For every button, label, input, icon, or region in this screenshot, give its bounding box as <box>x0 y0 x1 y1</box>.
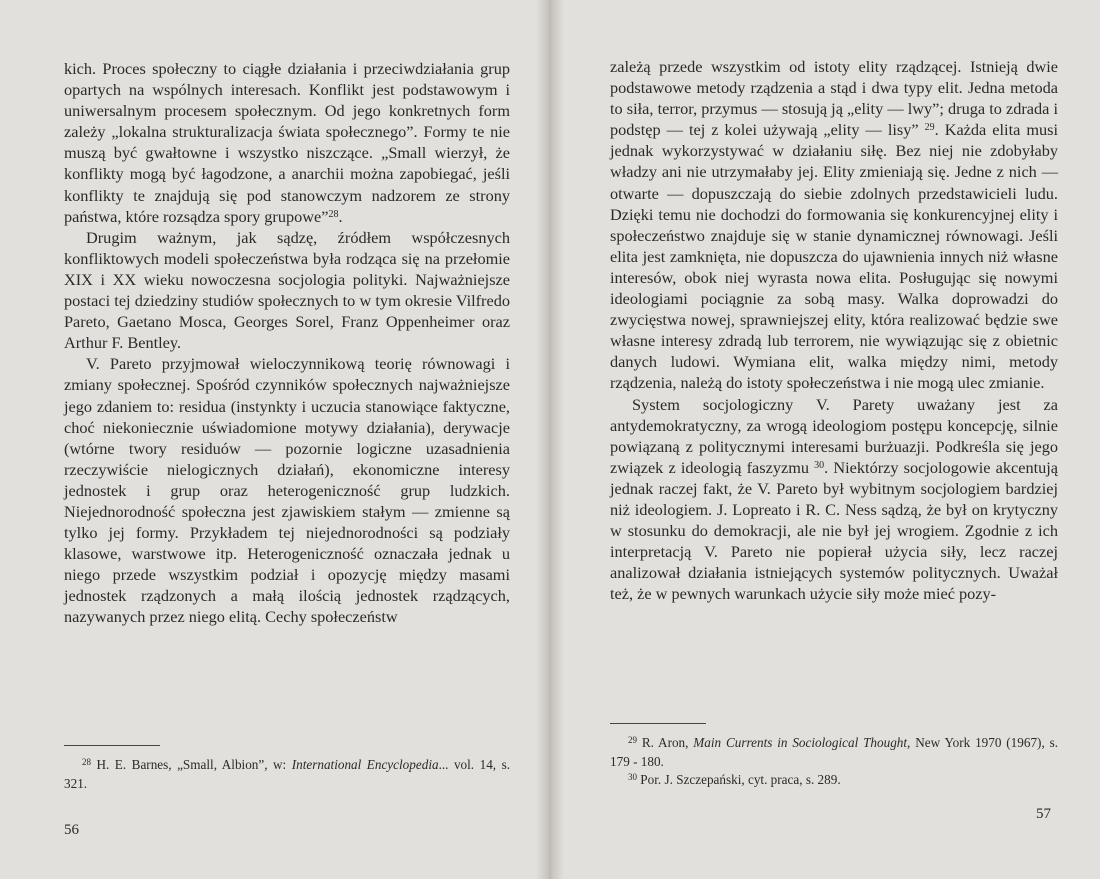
left-page <box>0 0 548 879</box>
paragraph-text: . Każda elita musi jednak wykorzystywać w działaniu siłę. Bez niej nie zdobyłaby władzy ani nie utrzymałaby jej. Elity zmieniają się. Jedne z nich — otwarte — dopuszczają do siebie zdolnych przedstawicieli ludu. Dzięki temu nie dochodzi do formowania się konkurencyjnej elity i społeczeństwo znajduje się w stanie dynamicznej równowagi. Jeśli elita jest zamknięta, nie dopuszcza do ujawnienia innych niż własne interesów, obok niej wyrasta nowa elita. Posługując się nowymi ideologiami pociągnie za sobą masy. Walka doprowadzi do zwycięstwa nowej, sprawniejszej elity, która realizować będzie swe własne interesy zdradą lub terrorem, nie wywiązując się z obietnic danych ludowi. Wymiana elit, walka między nimi, metody rządzenia, należą do istoty społeczeństwa i nie mogą ulec zmianie. <box>610 120 1059 393</box>
footnote-number: 29 <box>628 735 637 745</box>
footnote-title: Main Currents in Sociological Thought, <box>693 735 911 750</box>
paragraph-text: System socjologiczny V. Parety uważany jest za antydemokratyczny, za wrogą ideologiom postępu koncepcję, silnie powiązaną z politycznymi interesami burżuazji. Podkreśla się jego związek z ideologią faszyzmu <box>610 394 1058 477</box>
right-page <box>552 0 1100 879</box>
left-body-text <box>64 58 510 628</box>
footnote <box>610 734 1058 771</box>
footnote-rule <box>610 723 706 724</box>
footnote <box>610 771 1058 790</box>
paragraph: V. Pareto przyjmował wieloczynnikową teorię równowagi i zmiany społecznej. Spośród czynników społecznych najważniejsze jego zdaniem to: residua (instynkty i uczucia stanowiące faktyczne, choć niekoniecznie uświadomione motywy działania), derywacje (wtórne twory residuów — pozornie logiczne uzasadnienia rzeczywiście nielogicznych działań), ekonomiczne interesy jednostek i grup oraz heterogeniczność grup ludzkich. Niejednorodność społeczna jest zjawiskiem stałym — zmienne są tylko jej formy. Przykładem tej niejednorodności są podziały klasowe, warstwowe itp. Heterogeniczność oznaczała jednak u niego przede wszystkim podział i opozycję między masami jednostek rządzonych a małą ilością jednostek rządzących, nazywanych przez niego elitą. Cechy społeczeństw <box>64 354 510 627</box>
footnote-title: International Encyclopedia <box>291 757 439 772</box>
footnote-author: R. Aron, <box>641 735 689 750</box>
paragraph: Drugim ważnym, jak sądzę, źródłem współczesnych konfliktowych modeli społeczeństwa była rodząca się na przełomie XIX i XX wieku nowoczesna socjologia polityki. Najważniejsze postaci tej dziedziny studiów społecznych to w tym okresie Vilfredo Pareto, Gaetano Mosca, Georges Sorel, Franz Oppenheimer oraz Arthur F. Bentley. <box>64 227 510 353</box>
page-number: 56 <box>64 822 79 838</box>
left-footnotes <box>64 756 510 793</box>
paragraph-text: . Niektórzy socjologowie akcentują jednak raczej fakt, że V. Pareto był wybitnym socjologiem bardziej niż ideologiem. J. Lopreato i R. C. Ness sądzą, że był on krytyczny w stosunku do demokracji, ale nie był jej wrogiem. Zgodnie z ich interpretacją V. Pareto nie popierał użycia siły, lecz raczej analizował działania istniejących systemów politycznych. Uważał też, że w pewnych warunkach użycie siły może mieć pozy- <box>610 457 1059 604</box>
footnote-ref[interactable]: 30 <box>814 459 825 471</box>
page-number: 57 <box>1036 806 1051 822</box>
footnote-author: H. E. Barnes, „Small, Albion”, w: <box>96 757 287 772</box>
footnote-ref[interactable]: 28 <box>328 208 339 220</box>
paragraph: kich. Proces społeczny to ciągłe działania i przeciwdziałania grup opartych na wspólnych interesach. Konflikt jest podstawowym i uniwersalnym procesem społecznym. Od jego konkretnych form zależy „lokalna strukturalizacja świata społecznego”. Formy te nie muszą być gwałtowne i wszystko niszczące. „Small wierzył, że konflikty mogą być łagodzone, a anarchii można zapobiegać, jeśli konflikty te znajdują się pod stanowczym nadzorem ze strony państwa, które rozsądza spory grupowe”$^{28}$. <box>64 59 510 226</box>
footnote-rest: New York 1970 (1967), s. 179 - 180. <box>610 735 1059 769</box>
right-footnotes <box>610 734 1058 790</box>
footnote-rule <box>64 745 160 746</box>
paragraph-text: zależą przede wszystkim od istoty elity rządzącej. Istnieją dwie podstawowe metody rządzenia a stąd i dwa typy elit. Jedna metoda to siła, terror, przymus — stosują ją „elity — lwy”; druga to zdrada i podstęp — tej z kolei używają „elity — lisy” <box>610 57 1058 140</box>
right-body-text <box>610 56 1058 604</box>
footnote-number: 30 <box>628 772 637 782</box>
footnote-number: 28 <box>82 757 91 767</box>
paragraph <box>610 56 1058 394</box>
footnote-rest: ... vol. 14, s. 321. <box>64 757 511 791</box>
footnote-ref[interactable]: 29 <box>924 122 935 134</box>
book-gutter <box>536 0 564 879</box>
footnote-text: Por. J. Szczepański, cyt. praca, s. 289. <box>640 772 841 787</box>
paragraph-text: kich. Proces społeczny to ciągłe działania i przeciwdziałania grup opartych na wspólnych interesach. Konflikt jest podstawowym i uniwersalnym procesem społecznym. Od jego konkretnych form zależy „lokalna strukturalizacja świata społecznego”. Formy te nie muszą być gwałtowne i wszystko niszczące. „Small wierzył, że konflikty mogą być łagodzone, a anarchii można zapobiegać, jeśli konflikty te znajdują się pod stanowczym nadzorem ze strony państwa, które rozsądza spory grupowe” <box>64 59 510 226</box>
paragraph <box>610 394 1058 605</box>
footnote <box>64 756 510 793</box>
